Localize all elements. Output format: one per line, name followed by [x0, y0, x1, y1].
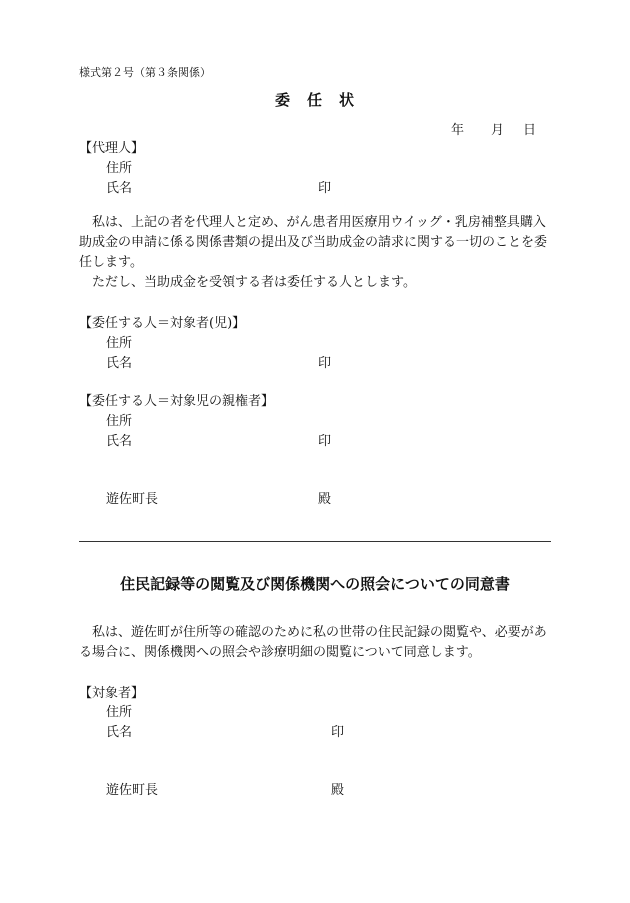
addressee-mayor: 遊佐町長 [106, 492, 159, 507]
subject-name-label: 氏名 [106, 356, 133, 371]
consent-paragraph: 私は、遊佐町が住所等の確認のために私の世帯の住民記録の閲覧や、必要がある場合に、関係機関への照会や診療明細の閲覧について同意します。 [79, 625, 547, 660]
form-number: 様式第２号（第３条関係） [79, 66, 211, 79]
guardian-name-label: 氏名 [106, 434, 133, 449]
consent-title: 住民記録等の閲覧及び関係機関への照会についての同意書 [120, 575, 510, 593]
subject-address-label: 住所 [106, 336, 133, 351]
agent-address-label: 住所 [106, 161, 133, 176]
consent-addressee-mayor: 遊佐町長 [106, 783, 159, 798]
consent-name-label: 氏名 [106, 725, 133, 740]
agent-seal-mark: 印 [318, 181, 332, 196]
date-day-label: 日 [523, 123, 537, 138]
proviso-paragraph: ただし、当助成金を受領する者は委任する人とします。 [92, 275, 416, 290]
date-line [451, 119, 536, 138]
date-month-label: 月 [491, 123, 505, 138]
date-year-label: 年 [451, 123, 465, 138]
agent-heading: 【代理人】 [79, 141, 145, 156]
addressee-honorific: 殿 [318, 492, 332, 507]
consent-address-label: 住所 [106, 705, 133, 720]
subject-seal-mark: 印 [318, 356, 332, 371]
guardian-address-label: 住所 [106, 414, 133, 429]
subject-heading: 【委任する人＝対象者(児)】 [79, 316, 246, 331]
guardian-seal-mark: 印 [318, 434, 332, 449]
page-title: 委 任 状 [274, 91, 355, 109]
agent-name-label: 氏名 [106, 181, 133, 196]
guardian-heading: 【委任する人＝対象児の親権者】 [79, 394, 275, 409]
section-divider [79, 541, 551, 542]
consent-subject-heading: 【対象者】 [79, 686, 145, 701]
consent-addressee-honorific: 殿 [331, 783, 345, 798]
consent-seal-mark: 印 [331, 725, 345, 740]
delegation-paragraph: 私は、上記の者を代理人と定め、がん患者用医療用ウイッグ・乳房補整具購入助成金の申請に係る関係書類の提出及び当助成金の請求に関する一切のことを委任します。 [79, 215, 548, 270]
